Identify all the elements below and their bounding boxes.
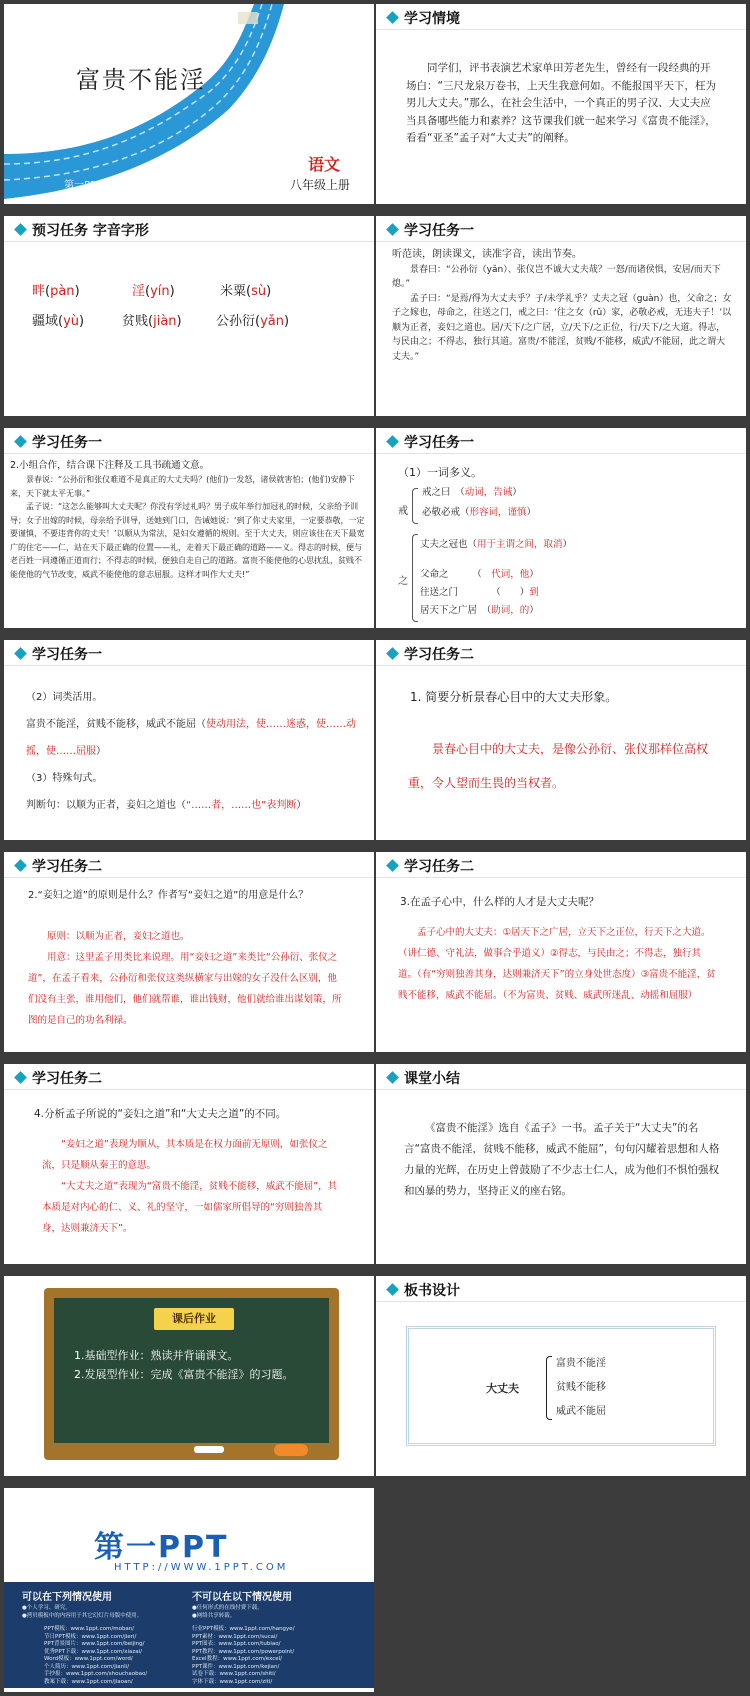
example: 戒之曰 （动词，告诫） [422, 487, 522, 498]
slide-title: 课堂小结 [404, 1071, 460, 1087]
paragraph: 景春说：“公孙衍和张仪难道不是真正的大丈夫吗？(他们)一发怒，诸侯就害怕；(他们)安静下来，天下就太平无事。” [10, 475, 355, 498]
slide-title: 板书设计 [404, 1283, 460, 1299]
page-title: 富贵不能淫 [76, 66, 206, 94]
eraser [274, 1444, 308, 1456]
diamond-icon [14, 647, 27, 660]
example: 丈夫之冠也（用于主谓之间，取消） [420, 539, 573, 550]
paragraph: 孟子说：“这怎么能够叫大丈夫呢？你没有学过礼吗？男子成年举行加冠礼的时候，父亲给予训导；女子出嫁的时候，母亲给予训导，送她到门口，告诫她说：‘到了你丈夫家里，一定要恭敬，一定要谨慎，不要违背你的丈夫！’以顺从为常法，是妇女遵循的规则。至于大丈夫，则应该住在天下最宽广的住宅——仁，站在天下最正确的位置——礼，走着天下最正确的道路——义。得志的时候，便与老百姓一同遵循正道而行；不得志的时候，便独自走自己的道路。富贵不能使他的心思扰乱，贫贱不能使他的气节改变，威武不能使他的意志屈服。这样才叫作大丈夫!” [10, 502, 365, 579]
slide-task2-q1 [376, 640, 746, 840]
slide-task1-read [376, 216, 746, 416]
paragraph: 孟子曰：“是焉/得为大丈夫乎？子/未学礼乎？丈夫之冠（guàn）也，父命之；女子之嫁也，母命之，往送之门，戒之曰：‘往之女（rǔ）家，必敬必戒，无违夫子！’以顺为正者，妾妇之道也。居/天下/之广居，立/天下/之正位，行/天下/之大道。得志，与民由之；不得志，独行其道。富贵/不能淫，贫贱/不能移，威武/不能屈，此之谓大丈夫。” [392, 293, 732, 362]
slide-header [376, 216, 746, 242]
subheading: （3）特殊句式。 [26, 773, 103, 784]
slide-title: 学习任务二 [32, 1071, 102, 1087]
slide-header [376, 1276, 746, 1302]
answer: “大丈夫之道”表现为“富贵不能淫，贫贱不能移，威武不能屈”，其本质是对内心的仁、义、礼的坚守，一如儒家所倡导的“穷则独善其身，达则兼济天下”。 [42, 1181, 338, 1234]
slide-header [4, 1064, 374, 1090]
question: 4.分析孟子所说的“妾妇之道”和“大丈夫之道”的不同。 [34, 1108, 287, 1120]
outline-item: 贫贱不能移 [556, 1382, 606, 1393]
outline-item: 富贵不能淫 [556, 1358, 606, 1369]
diamond-icon [14, 859, 27, 872]
char-label: 戒 [398, 506, 408, 517]
can-heading: 可以在下列情况使用 [22, 1592, 112, 1603]
example: 往送之门 （ ）到 [420, 587, 539, 598]
diamond-icon [386, 859, 399, 872]
diamond-icon [386, 1071, 399, 1084]
answer: 用意：这里孟子用类比来说理。用“妾妇之道”来类比“公孙衍、张仪之道”，在孟子看来，公孙衍和张仪这类纵横家与出嫁的女子没什么区别，他们没有主张，谁用他们，他们就帮谁，谁出钱财，他们就给谁出谋划策，所图的是自己的功名利禄。 [28, 952, 342, 1026]
example: 富贵不能淫，贫贱不能移，威武不能屈（使动用法，使……迷惑，使……动摇，使……屈服） [26, 719, 356, 757]
grade-label: 八年级上册 [290, 178, 351, 192]
pinyin-item: 淫(yín) [132, 284, 175, 299]
slide-title: 学习任务一 [32, 435, 102, 451]
slide-context [376, 4, 746, 204]
slide-header [4, 640, 374, 666]
chalk [194, 1446, 224, 1453]
subject-label: 语文 [308, 155, 341, 174]
diamond-icon [386, 223, 399, 236]
logo-url: HTTP://WWW.1PPT.COM [114, 1562, 289, 1573]
example: 判断句：以顺为正者，妾妇之道也（“……者，……也”表判断） [26, 800, 307, 811]
slide-task2-q3 [376, 852, 746, 1052]
slide-task2-q4 [4, 1064, 374, 1264]
link-list-right: 行业PPT模板：www.1ppt.com/hangye/ PPT素材：www.1ppt.com/sucai/ PPT图表：www.1ppt.com/tubiao/ PPT教程：www.1ppt.com/powerpoint/ Excel教程：www.1ppt.com/excel/ PPT课件：www.1ppt.com/kejian/ 试卷下载：www.1ppt.com/shiti/ 字体下载：www.1ppt.com/ziti/ [192, 1626, 295, 1685]
slide-title: 学习任务一 [404, 435, 474, 451]
subheading: （1）一词多义。 [398, 466, 482, 479]
slide-task1-translate [4, 428, 374, 628]
summary-text: 《富贵不能淫》选自《孟子》一书。孟子关于“大丈夫”的名言“富贵不能淫，贫贱不能移，威武不能屈”，句句闪耀着思想和人格力量的光辉，在历史上曾鼓励了不少志士仁人，成为他们不惧怕强权和凶暴的势力，坚持正义的座右铭。 [404, 1122, 720, 1197]
slide-credits [4, 1488, 374, 1692]
example: 父命之 （ 代词，他） [420, 569, 539, 580]
homework-item: 1.基础型作业：熟读并背诵课文。 [74, 1349, 239, 1362]
diamond-icon [14, 435, 27, 448]
slide-header [376, 852, 746, 878]
slide-title: 学习情境 [404, 11, 460, 27]
slide-task2-q2 [4, 852, 374, 1052]
pinyin-item: 米粟(sù) [220, 284, 272, 299]
slide-task1-grammar [4, 640, 374, 840]
slide-title: 学习任务一 [404, 223, 474, 239]
homework-caption: 课后作业 [154, 1308, 234, 1330]
example: 居天下之广居 （助词，的） [420, 605, 539, 616]
context-text: 同学们，评书表演艺术家单田芳老先生，曾经有一段经典的开场白：“三尺龙泉万卷书，上天生我意何如。不能报国平天下，枉为男儿大丈夫。”那么，在社会生活中，一个真正的男子汉、大丈夫应当具备哪些能力和素养？这节课我们就一起来学习《富贵不能淫》，看看“亚圣”孟子对“大丈夫”的阐释。 [406, 62, 716, 144]
char-label: 之 [398, 576, 408, 587]
credits-footer: 可以在下列情况使用 不可以在以下情况使用 ●个人学习、研究。 ●拷贝模板中的内容用于其它幻灯片母版中使用。 ●任何形式的在线付费下载。 ●网络共享转载。 PPT模板：www.1ppt.com/moban/ 节日PPT模板：www.1ppt.com/jieri/ PPT背景图片：www.1ppt.com/beijing/ 优秀PPT下载：www.1ppt.com/xiazai/ Word模板：www.1ppt.com/word/ 个人简历：www.1ppt.com/jianli/ 手抄报：www.1ppt.com/shouchaobao/ 教案下载：www.1ppt.com/jiaoan/ 行业PPT模板：www.1ppt.com/hangye/ PPT素材：www.1ppt.com/sucai/ PPT图表：www.1ppt.com/tubiao/ PPT教程：www.1ppt.com/powerpoint/ Excel教程：www.1ppt.com/excel/ PPT课件：www.1ppt.com/kejian/ 试卷下载：www.1ppt.com/shiti/ 字体下载：www.1ppt.com/ziti/ [4, 1582, 374, 1688]
slide-header [376, 1064, 746, 1090]
question: 2.“妾妇之道”的原则是什么？作者写“妾妇之道”的用意是什么？ [28, 890, 309, 901]
brace [546, 1356, 552, 1420]
question: 2.小组合作，结合课下注释及工具书疏通文意。 [10, 460, 210, 471]
pinyin-item: 公孙衍(yǎn) [216, 314, 290, 329]
outline-item: 威武不能屈 [556, 1406, 606, 1417]
slide-header [376, 640, 746, 666]
example: 必敬必戒（形容词，谨慎） [422, 507, 537, 518]
slide-title: 学习任务一 [32, 647, 102, 663]
answer: “妾妇之道”表现为顺从，其本质是在权力面前无原则，如张仪之流，只是顺从秦王的意思。 [42, 1139, 328, 1171]
slide-header [376, 4, 746, 30]
paragraph: 景春曰：“公孙衍（yǎn）、张仪岂不诚大丈夫哉？一怒/而诸侯惧，安居/而天下熄。” [392, 264, 721, 289]
pinyin-item: 畔(pàn) [32, 284, 80, 299]
question: 1. 简要分析景春心目中的大丈夫形象。 [410, 690, 618, 704]
answer: 孟子心中的大丈夫：①居天下之广居，立天下之正位，行天下之大道。（讲仁德、守礼法，做事合乎道义）②得志，与民由之；不得志，独行其道。（有“穷则独善其身，达则兼济天下”的立身处世态度）③富贵不能淫，贫贱不能移，威武不能屈。（不为富贵、贫贱、威武所迷乱、动摇和屈服） [398, 927, 716, 1001]
slide-header [4, 216, 374, 242]
link-list-left: PPT模板：www.1ppt.com/moban/ 节日PPT模板：www.1ppt.com/jieri/ PPT背景图片：www.1ppt.com/beijing/ 优秀PPT下载：www.1ppt.com/xiazai/ Word模板：www.1ppt.com/word/ 个人简历：www.1ppt.com/jianli/ 手抄报：www.1ppt.com/shouchaobao/ 教案下载：www.1ppt.com/jiaoan/ [44, 1626, 148, 1685]
cover-slide [4, 4, 374, 204]
slide-header [376, 428, 746, 454]
logo: 第一PPT [94, 1530, 229, 1565]
chalkboard [44, 1288, 339, 1460]
homework-item: 2.发展型作业：完成《富贵不能淫》的习题。 [74, 1368, 294, 1381]
slide-title: 学习任务二 [404, 647, 474, 663]
slide-homework [4, 1276, 374, 1476]
diamond-icon [386, 435, 399, 448]
pinyin-item: 贫贱(jiàn) [122, 314, 182, 329]
outline-center: 大丈夫 [486, 1382, 519, 1395]
answer: 原则：以顺为正者，妾妇之道也。 [47, 931, 190, 942]
diamond-icon [386, 647, 399, 660]
cannot-heading: 不可以在以下情况使用 [192, 1592, 292, 1603]
slide-summary [376, 1064, 746, 1264]
question: 3.在孟子心中，什么样的人才是大丈夫呢？ [400, 896, 600, 908]
slide-header [4, 428, 374, 454]
diamond-icon [386, 1283, 399, 1296]
intro: 听范读，朗读课文，读准字音，读出节奏。 [392, 249, 582, 260]
pinyin-item: 疆域(yù) [32, 314, 85, 329]
brace [412, 488, 418, 524]
diamond-icon [14, 1071, 27, 1084]
site-label: 第一PPT模板网-WWW.1PPT.COM [64, 180, 218, 191]
slide-title: 学习任务二 [32, 859, 102, 875]
slide-title: 学习任务二 [404, 859, 474, 875]
slide-preview [4, 216, 374, 416]
slide-header [4, 852, 374, 878]
diamond-icon [14, 223, 27, 236]
slide-board-outline [376, 1276, 746, 1476]
diamond-icon [386, 11, 399, 24]
brace [412, 534, 418, 622]
slide-title: 预习任务 字音字形 [32, 223, 149, 239]
answer: 景春心目中的大丈夫，是像公孙衍、张仪那样位高权重，令人望而生畏的当权者。 [408, 742, 709, 790]
slide-task1-polysemy [376, 428, 746, 628]
subheading: （2）词类活用。 [26, 692, 103, 703]
